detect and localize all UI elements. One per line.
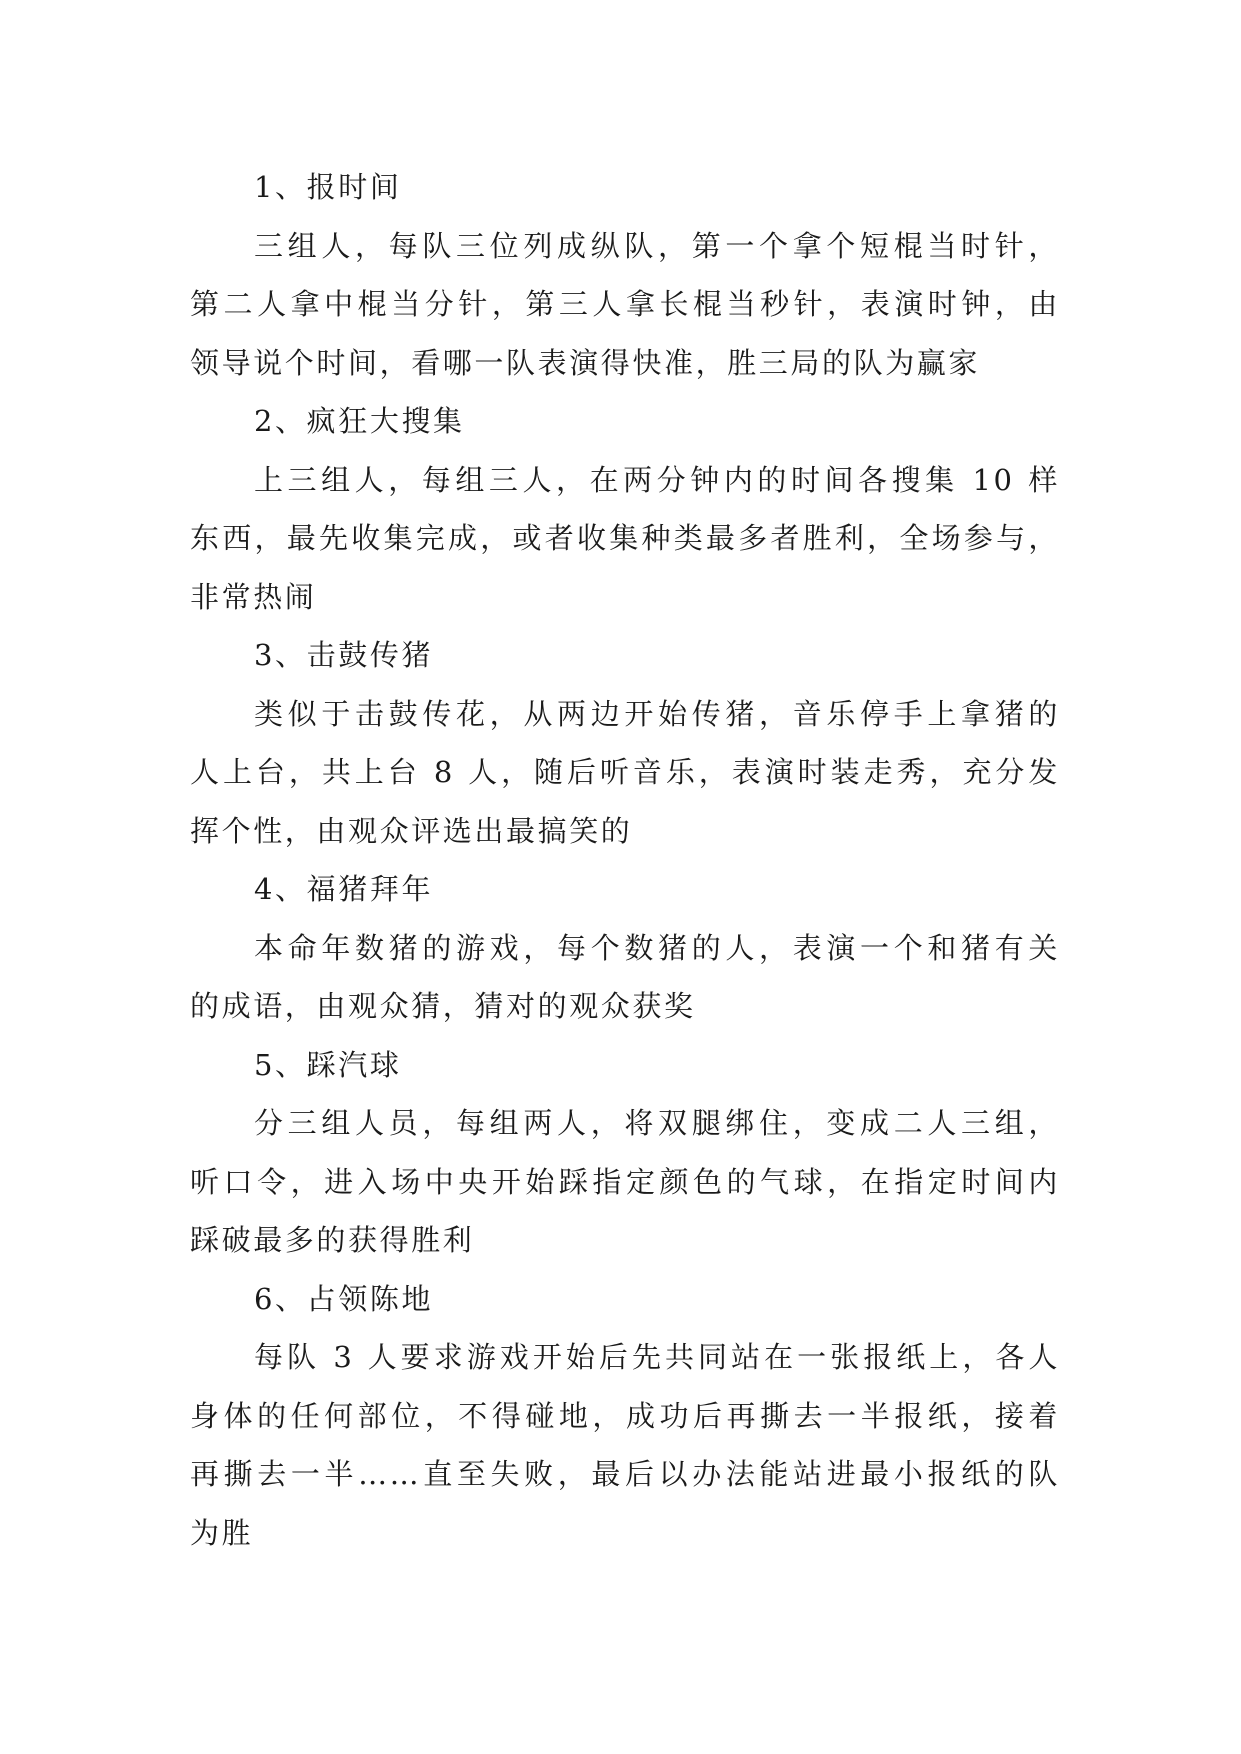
document-body (190, 158, 1060, 1562)
section-heading: 6、占领陈地 (254, 1281, 434, 1316)
section-heading: 1、报时间 (254, 170, 402, 204)
paragraph-line: 人上台，共上台 8 人，随后听音乐，表演时装走秀，充分发 (190, 755, 1060, 789)
paragraph-line: 的成语，由观众猜，猜对的观众获奖 (190, 989, 696, 1023)
paragraph-line: 身体的任何部位，不得碰地，成功后再撕去一半报纸，接着 (190, 1398, 1060, 1433)
paragraph-line: 非常热闹 (190, 579, 317, 614)
paragraph-line: 本命年数猪的游戏，每个数猪的人，表演一个和猪有关 (254, 930, 1060, 965)
section-heading: 4、福猪拜年 (254, 872, 434, 906)
paragraph-line: 每队 3 人要求游戏开始后先共同站在一张报纸上，各人 (254, 1340, 1060, 1374)
paragraph-line: 第二人拿中棍当分针，第三人拿长棍当秒针，表演时钟，由 (190, 287, 1060, 321)
paragraph-line: 领导说个时间，看哪一队表演得快准，胜三局的队为赢家 (190, 345, 981, 380)
section-heading: 5、踩汽球 (254, 1047, 402, 1082)
paragraph-line: 分三组人员，每组两人，将双腿绑住，变成二人三组， (254, 1106, 1060, 1140)
paragraph-line: 再撕去一半……直至失败，最后以办法能站进最小报纸的队 (190, 1457, 1060, 1491)
section-heading: 3、击鼓传猪 (254, 638, 434, 672)
paragraph-line: 东西，最先收集完成，或者收集种类最多者胜利，全场参与， (190, 521, 1060, 555)
paragraph-line: 踩破最多的获得胜利 (190, 1223, 475, 1257)
paragraph-line: 三组人，每队三位列成纵队，第一个拿个短棍当时针， (254, 228, 1060, 263)
paragraph-line: 为胜 (190, 1515, 254, 1550)
section-heading: 2、疯狂大搜集 (254, 404, 465, 438)
paragraph-line: 听口令，进入场中央开始踩指定颜色的气球，在指定时间内 (190, 1164, 1060, 1199)
paragraph-line: 上三组人，每组三人，在两分钟内的时间各搜集 10 样 (254, 462, 1060, 497)
paragraph-line: 挥个性，由观众评选出最搞笑的 (190, 813, 633, 848)
paragraph-line: 类似于击鼓传花，从两边开始传猪，音乐停手上拿猪的 (254, 696, 1060, 731)
